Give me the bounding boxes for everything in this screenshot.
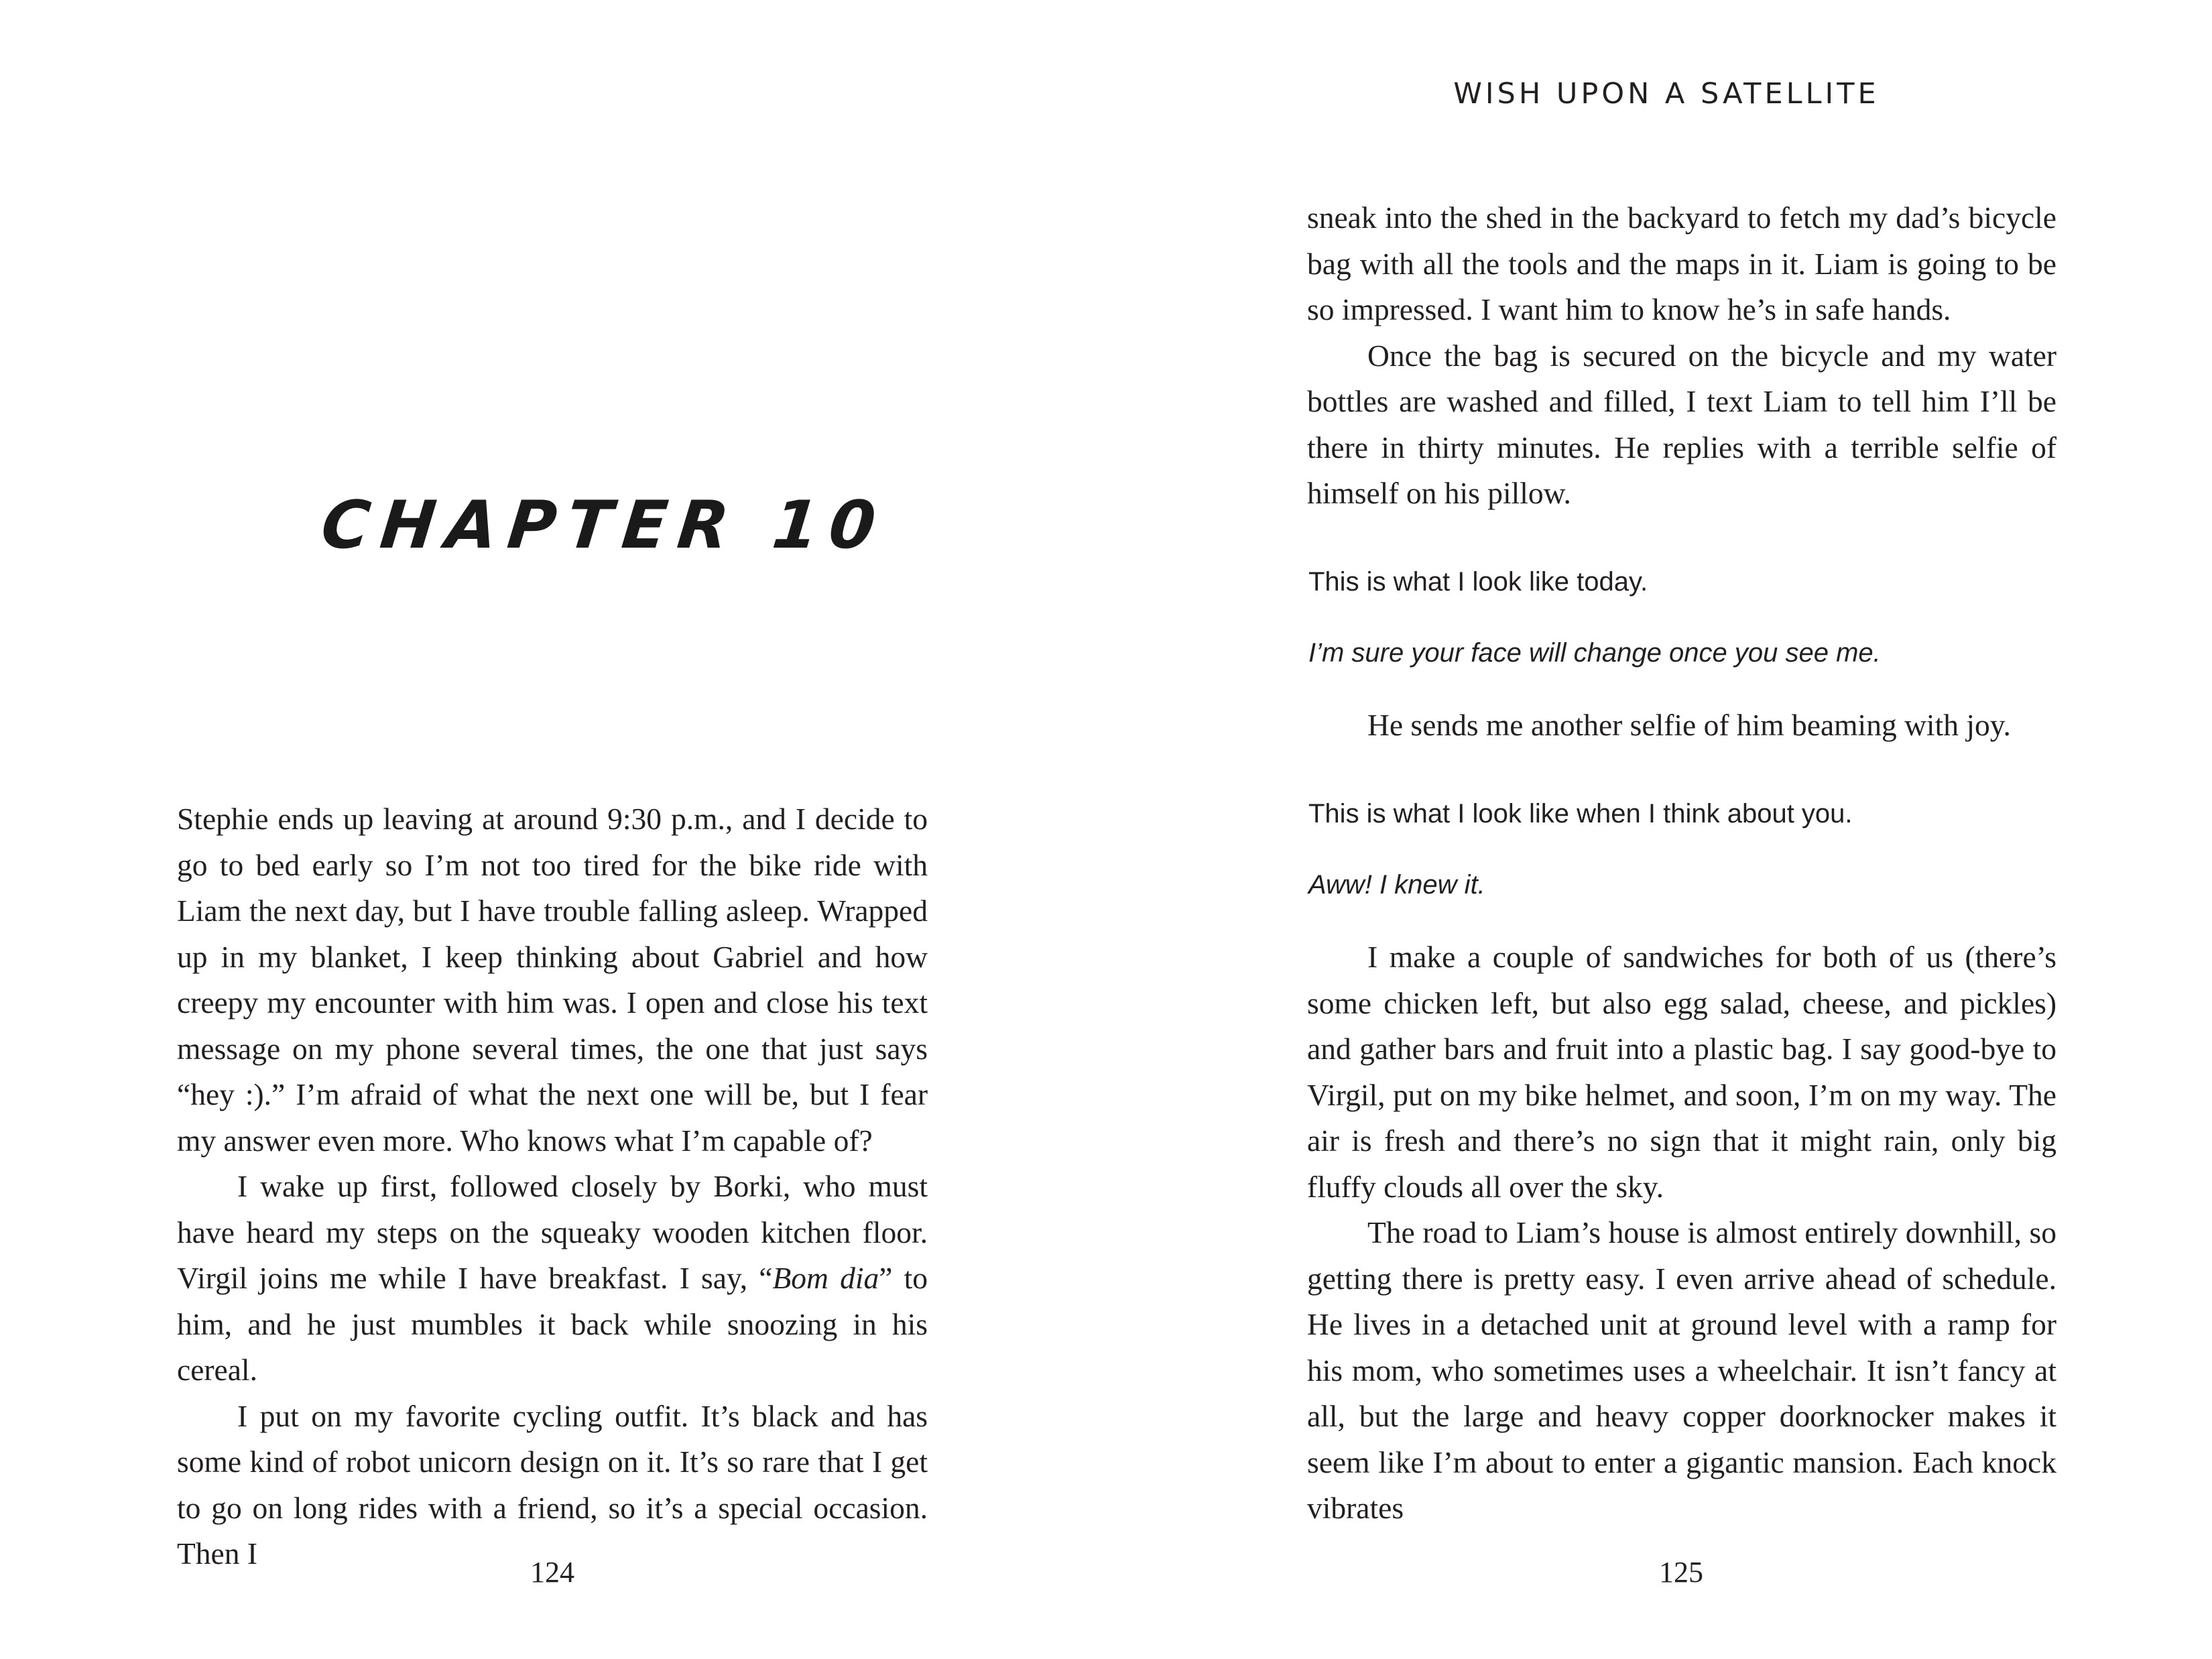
paragraph: The road to Liam’s house is almost entirely downhill, so getting there is pretty easy. I even arrive ahead of schedule. He lives in a detached unit at ground level with a ramp for his mom, who sometimes uses a wheelchair. It isn’t fancy at all, but the large and heavy copper doorknocker makes it seem like I’m about to enter a gigantic mansion. Each knock vibrates [1307, 1215, 2056, 1525]
right-page-body-middle [1307, 702, 2056, 749]
paragraph: Once the bag is secured on the bicycle and my water bottles are washed and filled, I text Liam to tell him I’ll be there in thirty minutes. He replies with a terrible selfie of himself on his pillow. [1307, 338, 2056, 510]
page-number: 124 [530, 1556, 574, 1589]
paragraph: I put on my favorite cycling outfit. It’s black and has some kind of robot unicorn design on it. It’s so rare that I get to go on long rides with a friend, so it’s a special occasion. Then I [177, 1398, 928, 1571]
paragraph: sneak into the shed in the backyard to fetch my dad’s bicycle bag with all the tools and the maps in it. Liam is going to be so impressed. I want him to know he’s in safe hands. [1307, 200, 2056, 326]
left-page-body [177, 796, 928, 1577]
paragraph: I make a couple of sandwiches for both of us (there’s some chicken left, but also egg salad, cheese, and pickles) and gather bars and fruit into a plastic bag. I say good-bye to Virgil, put on my bike helmet, and soon, I’m on my way. The air is fresh and there’s no sign that it might rain, only big fluffy clouds all over the sky. [1307, 940, 2056, 1204]
running-head: WISH UPON A SATELLITE [1453, 77, 1880, 111]
right-page-body-top [1307, 195, 2056, 517]
text-message: This is what I look like when I think about you. [1308, 799, 1853, 828]
paragraph: He sends me another selfie of him beaming with joy. [1367, 708, 2011, 742]
text-message-reply: Aww! I knew it. [1308, 870, 1485, 900]
text-message-reply: I’m sure your face will change once you see me. [1308, 638, 1881, 668]
right-page-body-bottom [1307, 934, 2056, 1532]
paragraph-text: ” to him, and he just mumbles it back while snoozing in his cereal. [177, 1261, 928, 1387]
text-message: This is what I look like today. [1308, 567, 1648, 597]
paragraph-text: I wake up first, followed closely by Borki, who must have heard my steps on the squeaky wooden kitchen floor. Virgil joins me while I have breakfast. I say, “ [177, 1169, 928, 1295]
paragraph [177, 1164, 928, 1394]
page-number: 125 [1659, 1556, 1703, 1589]
paragraph: Stephie ends up leaving at around 9:30 p.m., and I decide to go to bed early so I’m not too tired for the bike ride with Liam the next day, but I have trouble falling asleep. Wrapped up in my blanket, I keep thinking about Gabriel and how creepy my encounter with him was. I open and close his text message on my phone several times, the one that just says “hey :).” I’m afraid of what the next one will be, but I fear my answer even more. Who knows what I’m capable of? [177, 802, 928, 1158]
italic-phrase: Bom dia [772, 1261, 879, 1295]
chapter-title: CHAPTER 10 [318, 487, 890, 564]
